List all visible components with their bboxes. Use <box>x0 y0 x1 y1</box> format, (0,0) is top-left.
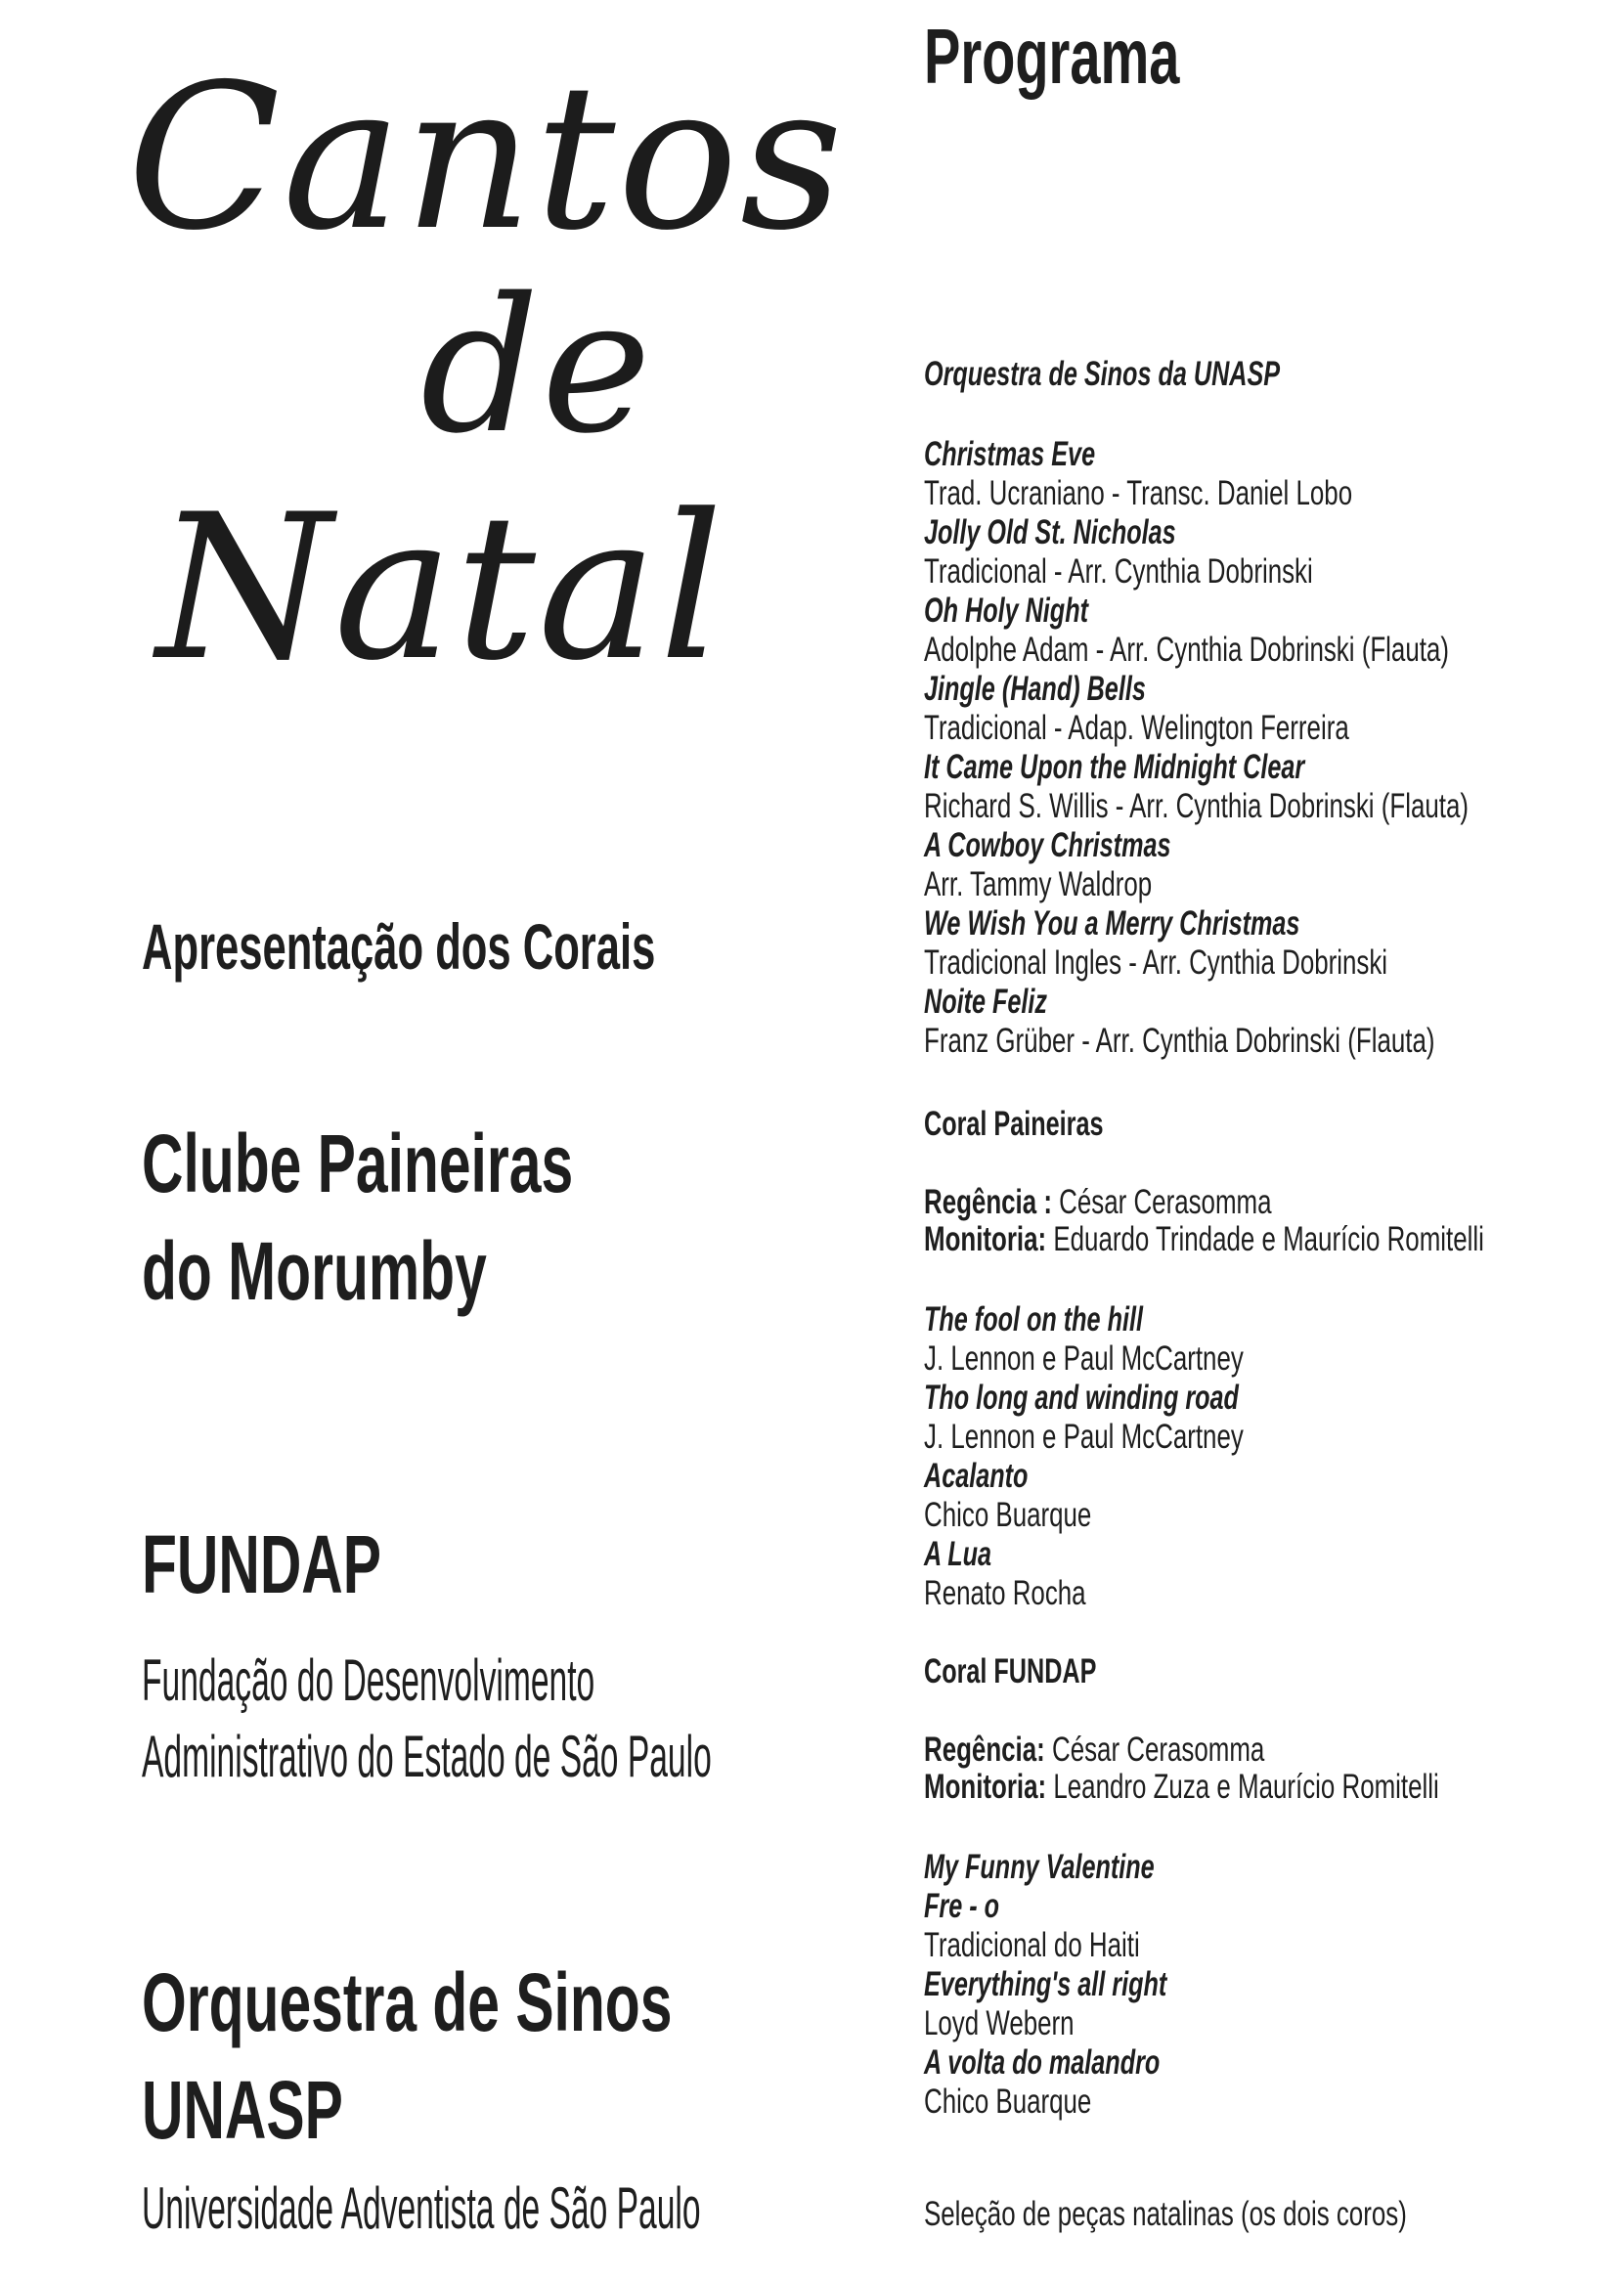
regencia-line <box>924 1731 1384 1770</box>
monitoria-line <box>924 1220 1624 1259</box>
piece-title: A Cowboy Christmas <box>924 826 1171 864</box>
piece-title: My Funny Valentine <box>924 1848 1155 1886</box>
monitoria-label: Monitoria: <box>924 1220 1047 1258</box>
finale-line: Seleção de peças natalinas (os dois coros) <box>924 2195 1407 2233</box>
section-heading-coral-paineiras: Coral Paineiras <box>924 1105 1104 1143</box>
piece-title: Everything's all right <box>924 1965 1167 2003</box>
participant-name-line: do Morumby <box>142 1225 487 1317</box>
monitoria-value: Leandro Zuza e Maurício Romitelli <box>1053 1768 1439 1806</box>
piece-credit: Trad. Ucraniano - Transc. Daniel Lobo <box>924 474 1353 512</box>
regencia-value: César Cerasomma <box>1059 1183 1272 1221</box>
piece-credit: J. Lennon e Paul McCartney <box>924 1339 1244 1378</box>
participant-clube-paineiras <box>142 1110 758 1325</box>
section-heading-orquestra: Orquestra de Sinos da UNASP <box>924 355 1281 393</box>
piece-title: The fool on the hill <box>924 1300 1143 1338</box>
piece-credit: Loyd Webern <box>924 2004 1075 2042</box>
participant-fundap <box>142 1511 484 1618</box>
piece-credit: Franz Grüber - Arr. Cynthia Dobrinski (Flauta) <box>924 1022 1435 1060</box>
piece-credit: J. Lennon e Paul McCartney <box>924 1418 1244 1456</box>
piece-title: Noite Feliz <box>924 983 1048 1021</box>
section-heading-coral-fundap: Coral FUNDAP <box>924 1652 1097 1690</box>
title-word-de: de <box>420 258 654 474</box>
regencia-label: Regência : <box>924 1183 1052 1221</box>
monitoria-label: Monitoria: <box>924 1768 1047 1806</box>
piece-title: Jingle (Hand) Bells <box>924 670 1146 708</box>
piece-credit: Tradicional Ingles - Arr. Cynthia Dobrinski <box>924 943 1388 982</box>
piece-credit: Tradicional - Arr. Cynthia Dobrinski <box>924 552 1313 591</box>
program-title: Programa <box>924 13 1180 100</box>
participant-name-line: UNASP <box>142 2064 343 2156</box>
piece-title: Acalanto <box>924 1457 1029 1495</box>
regencia-value: César Cerasomma <box>1051 1731 1265 1769</box>
piece-title: A Lua <box>924 1535 992 1573</box>
participant-orquestra-unasp <box>142 1949 900 2164</box>
monitoria-line <box>924 1768 1620 1807</box>
piece-credit: Chico Buarque <box>924 2083 1092 2121</box>
piece-title: Fre - o <box>924 1887 1000 1925</box>
title-word-cantos: Cantos <box>127 42 846 275</box>
piece-title: Christmas Eve <box>924 435 1096 473</box>
participant-name-line: FUNDAP <box>142 1518 381 1610</box>
piece-credit: Adolphe Adam - Arr. Cynthia Dobrinski (Flauta) <box>924 631 1449 669</box>
piece-credit: Richard S. Willis - Arr. Cynthia Dobrinski (Flauta) <box>924 787 1470 825</box>
title-word-natal: Natal <box>156 472 725 705</box>
participant-description-line: Administrativo do Estado de São Paulo <box>142 1724 712 1789</box>
participant-name-line: Orquestra de Sinos <box>142 1956 673 2048</box>
piece-title: Jolly Old St. Nicholas <box>924 513 1176 551</box>
regencia-label: Regência: <box>924 1731 1045 1769</box>
piece-title: Tho long and winding road <box>924 1379 1239 1417</box>
piece-credit: Arr. Tammy Waldrop <box>924 865 1153 903</box>
piece-title: It Came Upon the Midnight Clear <box>924 748 1305 786</box>
monitoria-value: Eduardo Trindade e Maurício Romitelli <box>1053 1220 1484 1258</box>
piece-credit: Chico Buarque <box>924 1496 1092 1534</box>
piece-credit: Tradicional - Adap. Welington Ferreira <box>924 709 1349 747</box>
participant-description-line: Fundação do Desenvolvimento <box>142 1647 595 1713</box>
piece-credit: Tradicional do Haiti <box>924 1926 1140 1964</box>
regencia-line <box>924 1183 1393 1222</box>
participant-description-line: Universidade Adventista de São Paulo <box>142 2175 701 2241</box>
participant-name-line: Clube Paineiras <box>142 1118 574 1209</box>
piece-credit: Renato Rocha <box>924 1574 1086 1612</box>
piece-title: Oh Holy Night <box>924 592 1088 630</box>
piece-title: A volta do malandro <box>924 2043 1161 2082</box>
event-subtitle: Apresentação dos Corais <box>142 910 656 983</box>
piece-title: We Wish You a Merry Christmas <box>924 904 1300 943</box>
